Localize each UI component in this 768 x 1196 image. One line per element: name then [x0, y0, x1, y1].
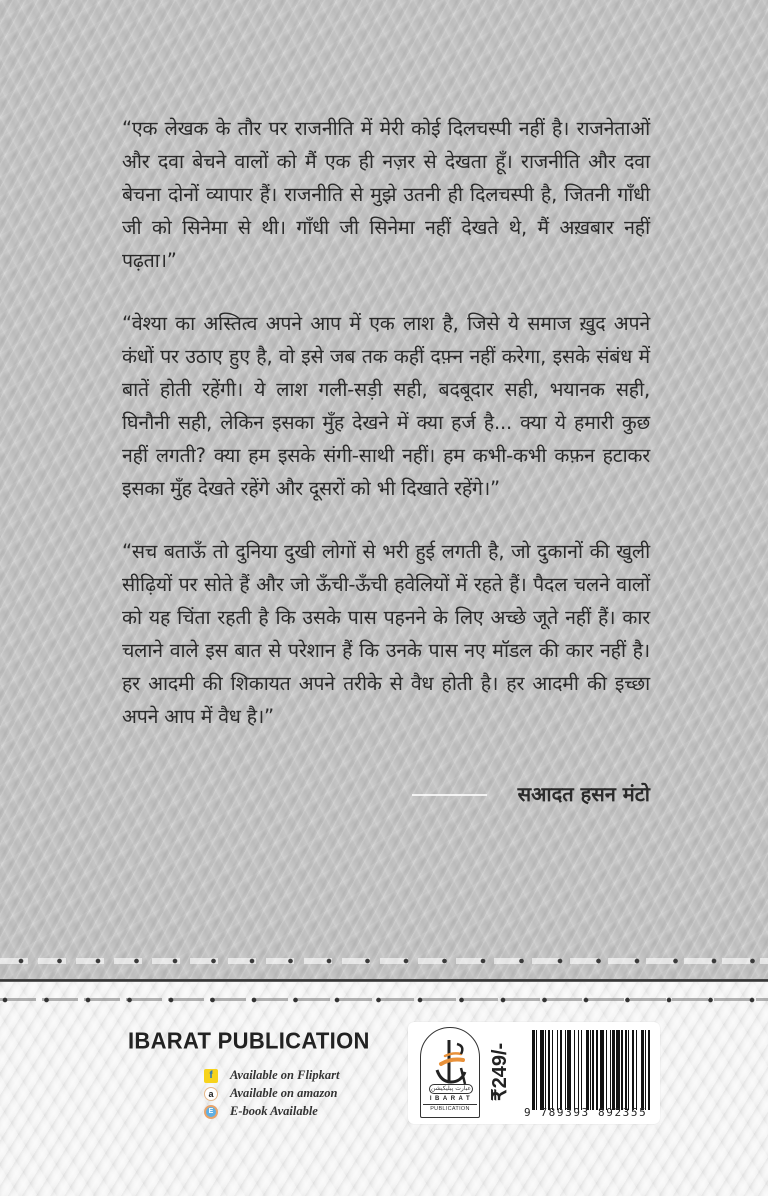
- quotes-block: [122, 112, 650, 733]
- logo-name: IBARAT: [429, 1096, 474, 1102]
- ebook-icon: E: [204, 1105, 218, 1119]
- logo-subtitle: PUBLICATION: [423, 1104, 477, 1112]
- quote-world: “सच बताऊँ तो दुनिया दुखी लोगों से भरी हुई लगती है, जो दुकानों की खुली सीढ़ियों पर सोते हैं और जो ऊँची-ऊँची हवेलियों में रहते हैं। पैदल चलने वालों को यह चिंता रहती है कि उसके पास पहनने के लिए अच्छे जूते नहीं हैं। कार चलाने वाले इस बात से परेशान हैं कि उनके पास नए मॉडल की कार नहीं है। हर आदमी की शिकायत अपने तरीके से वैध होती है। हर आदमी की इच्छा अपने आप में वैध है।”: [122, 540, 650, 728]
- calligraphy-logo-icon: [431, 1038, 471, 1088]
- availability-label: Available on Flipkart: [230, 1068, 340, 1082]
- publisher-block: [128, 1027, 388, 1118]
- availability-amazon: [204, 1085, 404, 1102]
- publisher-name: IBARAT PUBLICATION: [128, 1027, 370, 1054]
- quote-politics: “एक लेखक के तौर पर राजनीति में मेरी कोई दिलचस्पी नहीं है। राजनेताओं और दवा बेचने वालों को मैं एक ही नज़र से देखता हूँ। राजनीति और दवा बेचना दोनों व्यापार हैं। राजनीति से मुझे उतनी ही दिलचस्पी है, जितनी गाँधी जी को सिनेमा से थी। गाँधी जी सिनेमा नहीं देखते थे, मैं अख़बार नहीं पढ़ता।”: [122, 117, 650, 272]
- availability-label: Available on amazon: [230, 1086, 338, 1100]
- author-attribution: [122, 776, 650, 812]
- isbn-digits: 9 789393 892355: [524, 1106, 648, 1119]
- availability-ebook: [204, 1103, 404, 1120]
- lower-stitch-dots: [2, 997, 768, 1003]
- availability-label: E-book Available: [230, 1104, 318, 1118]
- logo-urdu-script: عبارت پبلیکیشن: [431, 1085, 471, 1092]
- flipkart-icon: f: [204, 1069, 218, 1083]
- publisher-logo: [420, 1027, 480, 1118]
- author-rule: [412, 794, 487, 796]
- price-label: ₹249/-: [489, 1042, 511, 1102]
- isbn-barcode: [532, 1030, 652, 1110]
- availability-flipkart: [204, 1067, 404, 1084]
- availability-list: [204, 1067, 404, 1121]
- upper-stitch-dots: [18, 958, 768, 964]
- price-barcode-sticker: [408, 1022, 660, 1124]
- author-name: सआदत हसन मंटो: [517, 782, 650, 806]
- quote-existence: “वेश्या का अस्तित्व अपने आप में एक लाश है, जिसे ये समाज ख़ुद अपने कंधों पर उठाए हुए है, वो इसे जब तक कहीं दफ़्न नहीं करेगा, इसके संबंध में बातें होती रहेंगी। ये लाश गली-सड़ी सही, बदबूदार सही, भयानक सही, घिनौनी सही, लेकिन इसका मुँह देखने में क्या हर्ज है... क्या ये हमारी कुछ नहीं लगती? क्या हम इसके संगी-साथी नहीं। हम कभी-कभी कफ़न हटाकर इसका मुँह देखते रहेंगे और दूसरों को भी दिखाते रहेंगे।”: [122, 312, 650, 500]
- barcode-bar: [650, 1030, 651, 1110]
- amazon-icon: a: [204, 1087, 218, 1101]
